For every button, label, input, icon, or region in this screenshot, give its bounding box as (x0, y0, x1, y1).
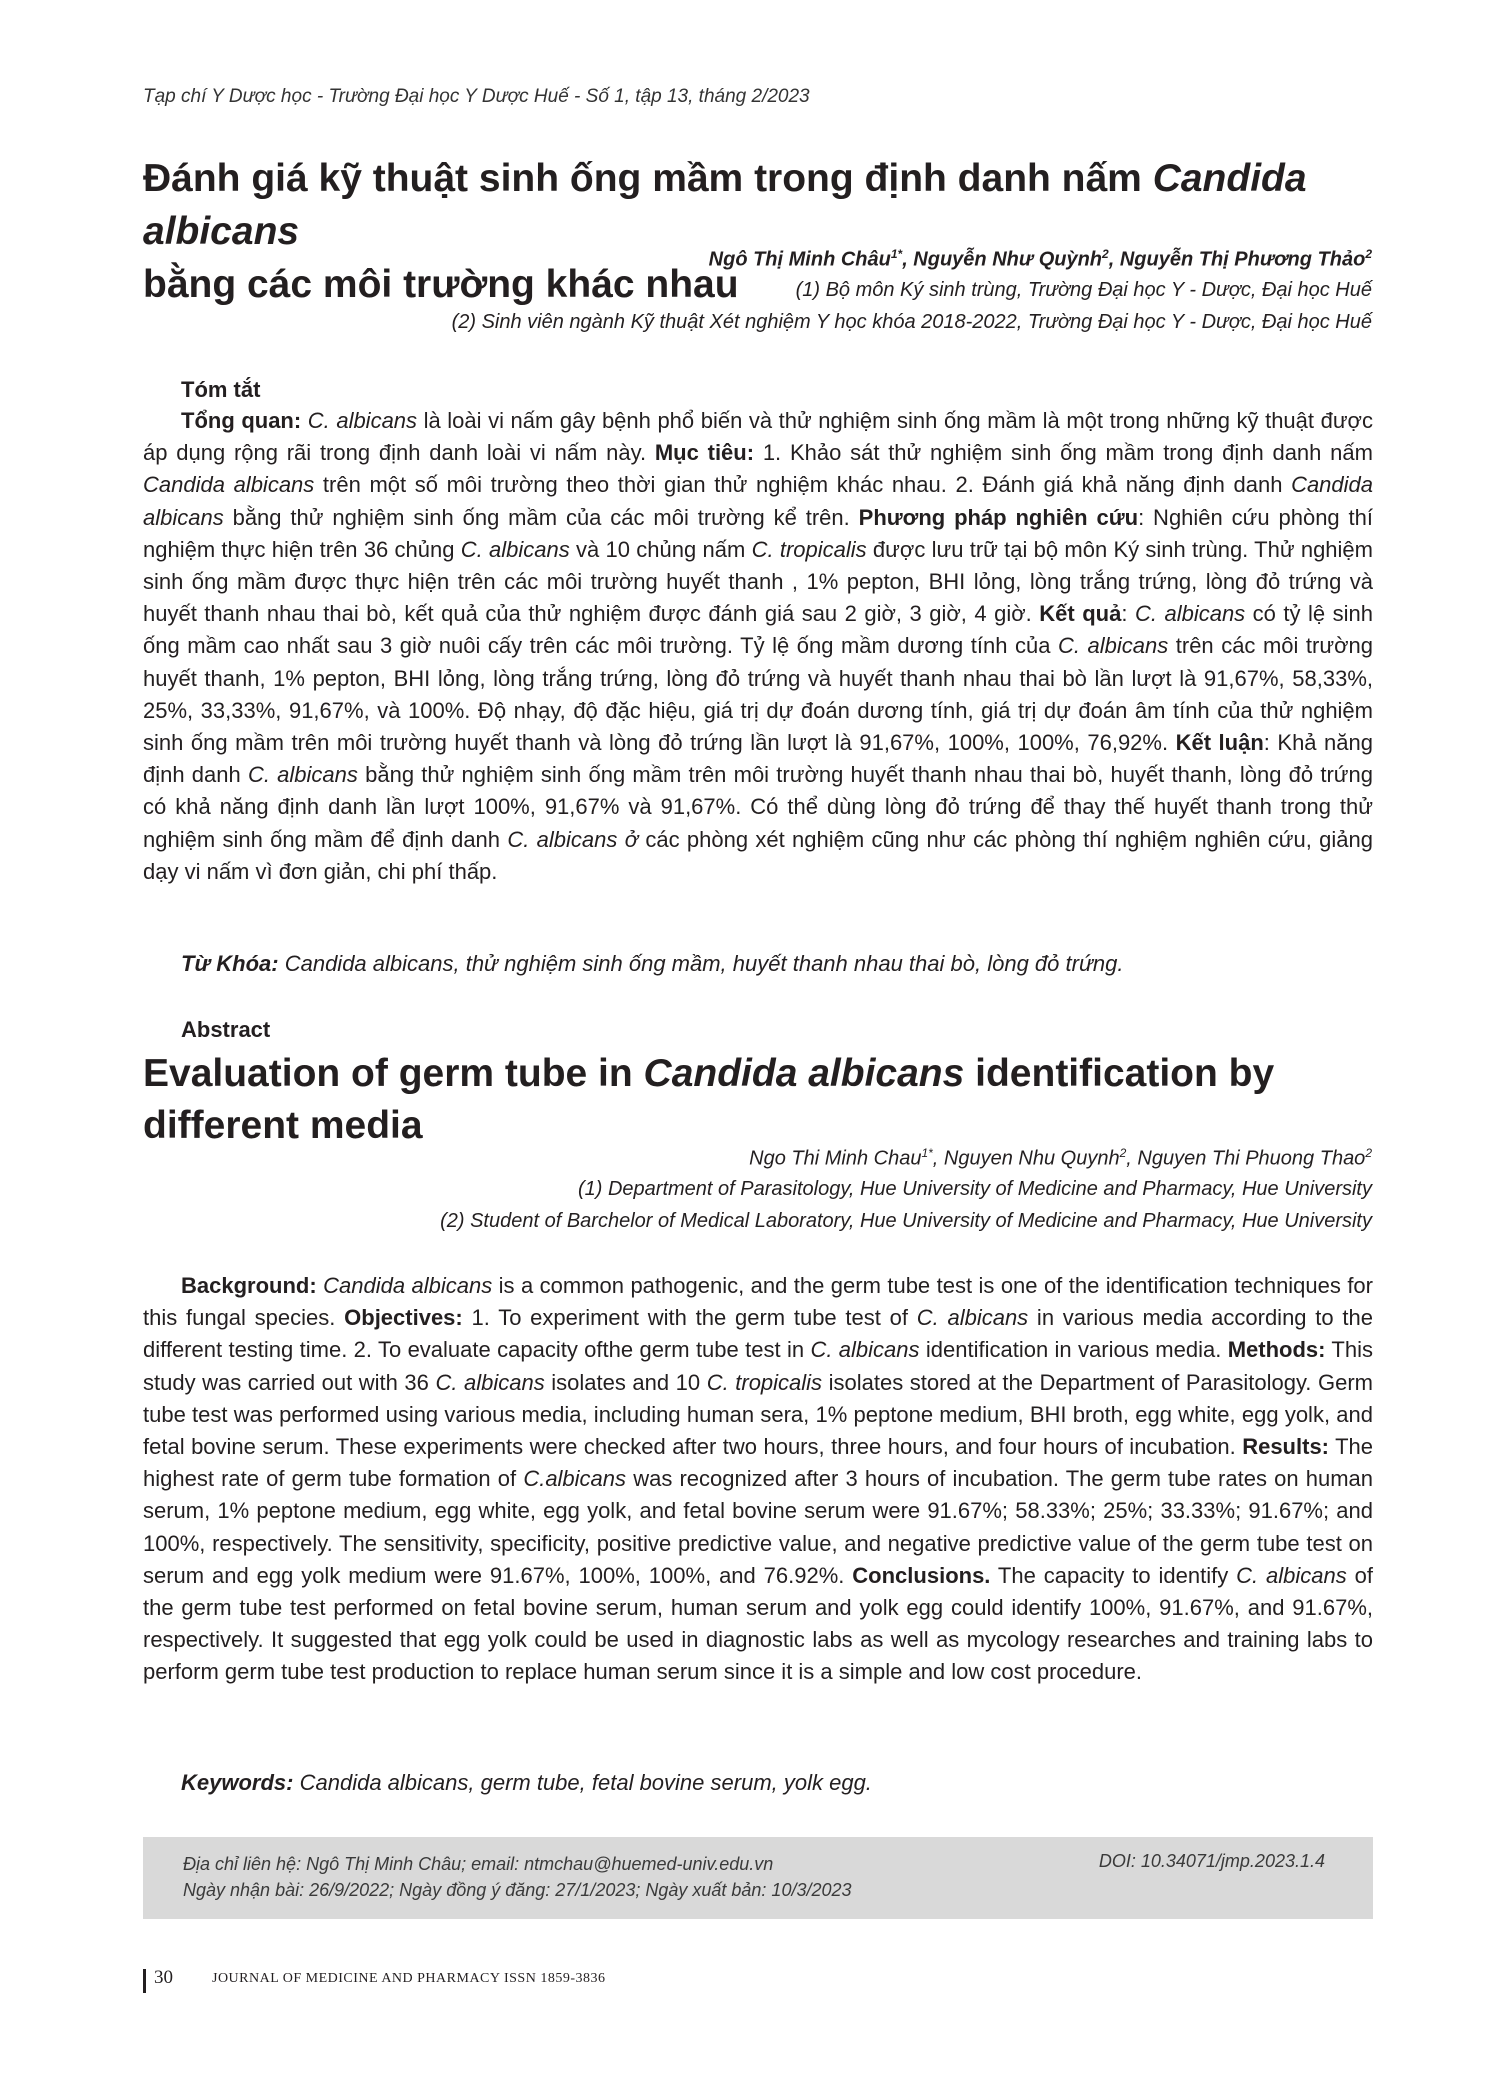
journal-footer: JOURNAL OF MEDICINE AND PHARMACY ISSN 1859-3836 (212, 1971, 606, 1986)
page-number: 30 (154, 1967, 173, 1988)
page-number-bar (143, 1969, 146, 1993)
article-title-english: Evaluation of germ tube in Candida albicans identification by different media (143, 1052, 1275, 1147)
affiliation-en-1: (1) Department of Parasitology, Hue University of Medicine and Pharmacy, Hue University (577, 1178, 1372, 1200)
doi: DOI: 10.34071/jmp.2023.1.4 (1098, 1851, 1325, 1871)
journal-header: Tạp chí Y Dược học - Trường Đại học Y Dược Huế - Số 1, tập 13, tháng 2/2023 (143, 86, 810, 107)
summary-heading: Tóm tắt (181, 377, 261, 402)
correspondence-contact: Địa chỉ liên hệ: Ngô Thị Minh Châu; email: ntmchau@huemed-univ.edu.vn (183, 1854, 774, 1874)
article-title-vietnamese: Đánh giá kỹ thuật sinh ống mầm trong định danh nấm Candida albicans bằng các môi trường khác nhau (143, 157, 1307, 306)
keywords-english: Keywords: Candida albicans, germ tube, fetal bovine serum, yolk egg. (181, 1770, 872, 1795)
correspondence-box (143, 1837, 1373, 1919)
authors-english: Ngo Thi Minh Chau$^{1*}$, Nguyen Nhu Quynh$^2$, Nguyen Thi Phuong Thao$^2$ (749, 1146, 1372, 1170)
affiliation-en-2: (2) Student of Barchelor of Medical Laboratory, Hue University of Medicine and Pharmacy, Hue University (440, 1210, 1372, 1232)
affiliation-vi-2: (2) Sinh viên ngành Kỹ thuật Xét nghiệm Y học khóa 2018-2022, Trường Đại học Y - Dược, Đại học Huế (451, 311, 1372, 333)
affiliation-vi-1: (1) Bộ môn Ký sinh trùng, Trường Đại học Y - Dược, Đại học Huế (795, 279, 1372, 301)
publication-dates: Ngày nhận bài: 26/9/2022; Ngày đồng ý đăng: 27/1/2023; Ngày xuất bản: 10/3/2023 (183, 1880, 852, 1900)
keywords-vietnamese: Từ Khóa: Candida albicans, thử nghiệm sinh ống mầm, huyết thanh nhau thai bò, lòng đỏ trứng. (181, 951, 1124, 976)
correspondence-info (183, 1851, 852, 1903)
abstract-heading: Abstract (181, 1017, 271, 1042)
authors-vietnamese: Ngô Thị Minh Châu$^{1*}$, Nguyễn Như Quỳnh$^2$, Nguyễn Thị Phương Thảo$^2$ (708, 247, 1372, 271)
abstract-english-body: Background: Candida albicans is a common pathogenic, and the germ tube test is one of the identification techniques for this fungal species. Objectives: 1. To experiment with the germ tube test of C. albicans in various media according to the different testing time. 2. To evaluate capacity ofthe germ tube test in C. albicans identification in various media. Methods: This study was carried out with 36 C. albicans isolates and 10 C. tropicalis isolates stored at the Department of Parasitology. Germ tube test was performed using various media, including human sera, 1% peptone medium, BHI broth, egg white, egg yolk, and fetal bovine serum. These experiments were checked after two hours, three hours, and four hours of incubation. Results: The highest rate of germ tube formation of C.albicans was recognized after 3 hours of incubation. The germ tube rates on human serum, 1% peptone medium, egg white, egg yolk, and fetal bovine serum were 91.67%; 58.33%; 25%; 33.33%; 91.67%; and 100%, respectively. The sensitivity, specificity, positive predictive value, and negative predictive value of the germ tube test on serum and egg yolk medium were 91.67%, 100%, 100%, and 76.92%. Conclusions. The capacity to identify C. albicans of the germ tube test performed on fetal bovine serum, human serum and yolk egg could identify 100%, 91.67%, and 91.67%, respectively. It suggested that egg yolk could be used in diagnostic labs as well as mycology researches and training labs to perform germ tube test production to replace human serum since it is a simple and low cost procedure. (143, 1273, 1373, 1685)
summary-vietnamese-body: Tổng quan: C. albicans là loài vi nấm gây bệnh phổ biến và thử nghiệm sinh ống mầm là một trong những kỹ thuật được áp dụng rộng rãi trong định danh loài vi nấm này. Mục tiêu: 1. Khảo sát thử nghiệm sinh ống mầm trong định danh nấm Candida albicans trên một số môi trường theo thời gian thử nghiệm khác nhau. 2. Đánh giá khả năng định danh Candida albicans bằng thử nghiệm sinh ống mầm của các môi trường kể trên. Phương pháp nghiên cứu: Nghiên cứu phòng thí nghiệm thực hiện trên 36 chủng C. albicans và 10 chủng nấm C. tropicalis được lưu trữ tại bộ môn Ký sinh trùng. Thử nghiệm sinh ống mầm được thực hiện trên các môi trường huyết thanh , 1% pepton, BHI lỏng, lòng trắng trứng, lòng đỏ trứng và huyết thanh nhau thai bò, kết quả của thử nghiệm được đánh giá sau 2 giờ, 3 giờ, 4 giờ. Kết quả: C. albicans có tỷ lệ sinh ống mầm cao nhất sau 3 giờ nuôi cấy trên các môi trường. Tỷ lệ ống mầm dương tính của C. albicans trên các môi trường huyết thanh, 1% pepton, BHI lỏng, lòng trắng trứng, lòng đỏ trứng và huyết thanh nhau thai bò lần lượt là 91,67%, 58,33%, 25%, 33,33%, 91,67%, và 100%. Độ nhạy, độ đặc hiệu, giá trị dự đoán dương tính, giá trị dự đoán âm tính của thử nghiệm sinh ống mầm trên môi trường huyết thanh và lòng đỏ trứng lần lượt là 91,67%, 100%, 100%, 76,92%. Kết luận: Khả năng định danh C. albicans bằng thử nghiệm sinh ống mầm trên môi trường huyết thanh nhau thai bò, huyết thanh, lòng đỏ trứng có khả năng định danh lần lượt 100%, 91,67% và 91,67%. Có thể dùng lòng đỏ trứng để thay thế huyết thanh trong thử nghiệm sinh ống mầm để định danh C. albicans ở các phòng xét nghiệm cũng như các phòng thí nghiệm nghiên cứu, giảng dạy vi nấm vì đơn giản, chi phí thấp. (143, 408, 1374, 884)
